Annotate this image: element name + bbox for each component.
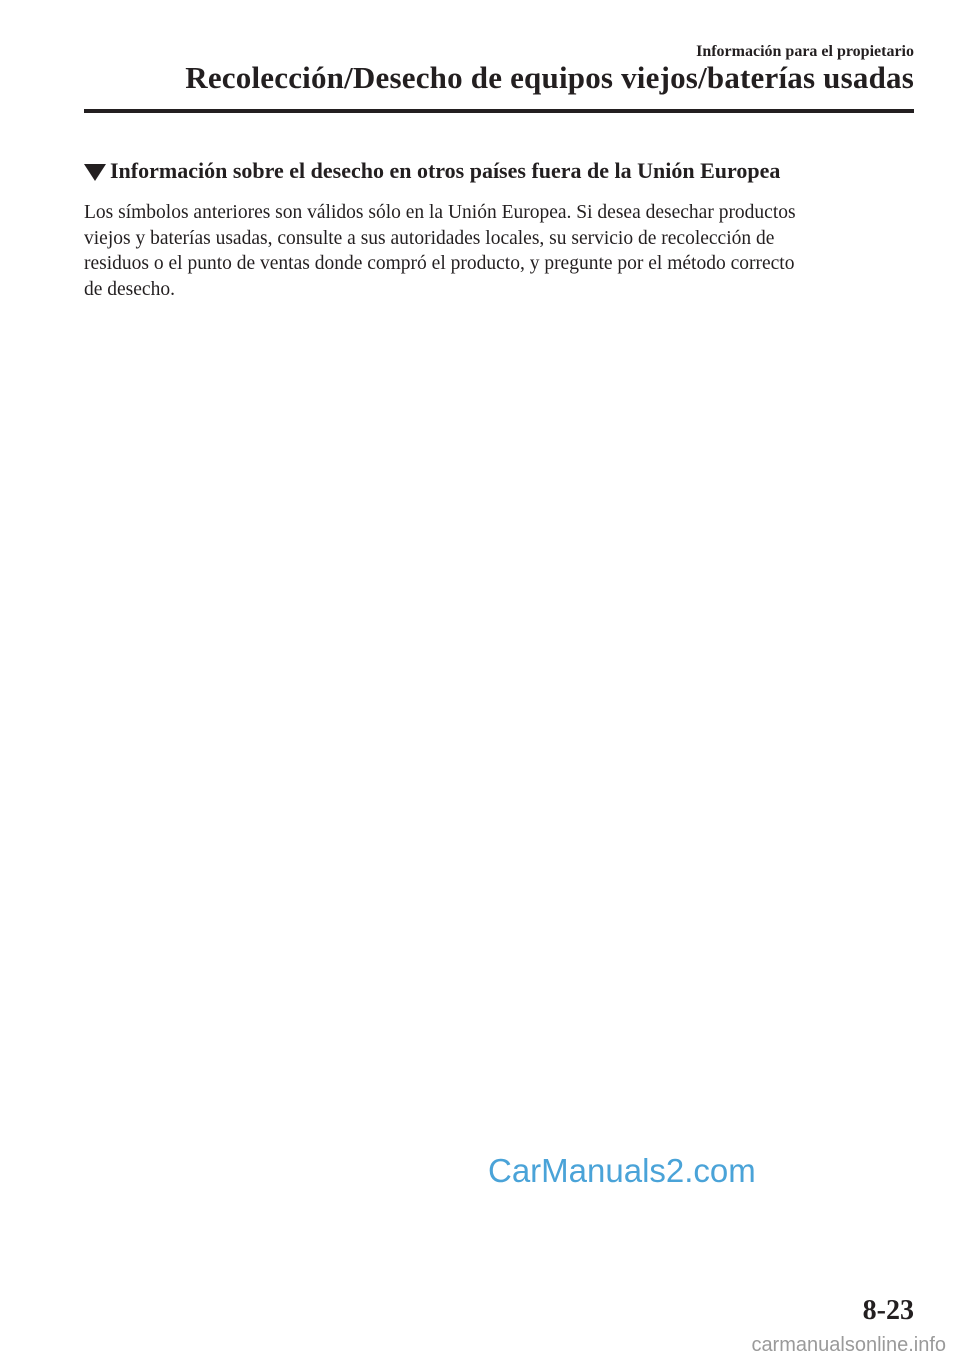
- section-body: [84, 200, 914, 302]
- body-line: de desecho.: [84, 278, 175, 300]
- section-heading-text: Información sobre el desecho en otros países fuera de la Unión Europea: [110, 158, 781, 183]
- header-kicker: Información para el propietario: [696, 43, 914, 60]
- body-line: Los símbolos anteriores son válidos sólo en la Unión Europea. Si desea desechar productos: [84, 202, 796, 223]
- section-heading: [84, 158, 780, 184]
- body-line: viejos y baterías usadas, consulte a sus autoridades locales, su servicio de recolección de: [84, 227, 775, 249]
- page-number: 8-23: [862, 1295, 914, 1326]
- page-title: Recolección/Desecho de equipos viejos/baterías usadas: [185, 60, 914, 95]
- watermark-logo: CarManuals2.com: [488, 1152, 756, 1189]
- triangle-down-icon: [84, 164, 106, 181]
- footer-site-watermark: carmanualsonline.info: [751, 1334, 946, 1356]
- body-line: residuos o el punto de ventas donde compró el producto, y pregunte por el método correcto: [84, 253, 795, 274]
- header-divider: [84, 109, 914, 113]
